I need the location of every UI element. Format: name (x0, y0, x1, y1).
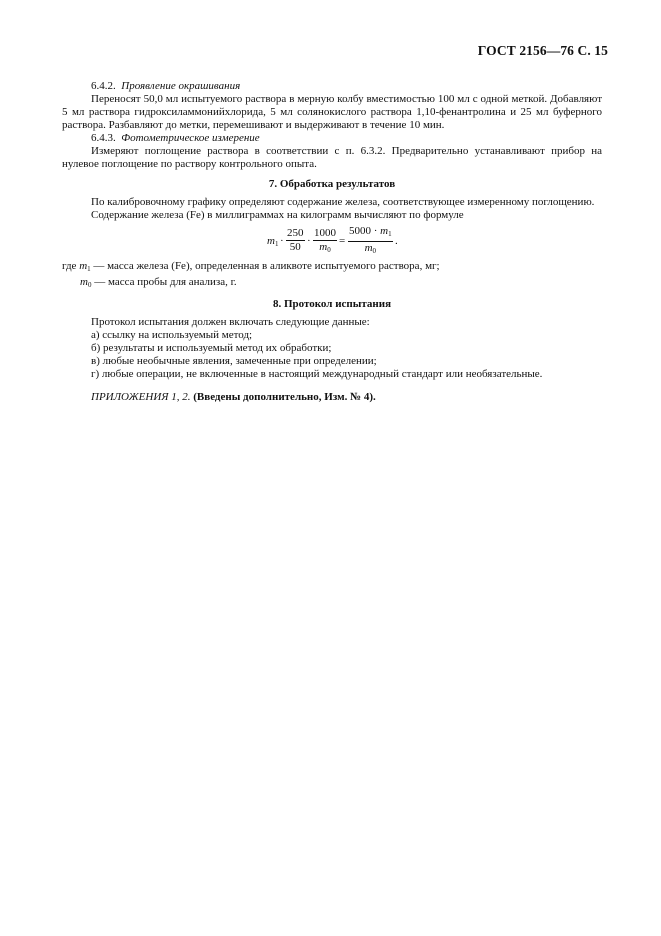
section-8-heading: 8. Протокол испытания (272, 298, 392, 310)
section-642-text: Переносят 50,0 мл испытуемого раствора в мерную колбу вместимостью 100 мл с одной меткой. Добавляют 5 мл раствора гидроксиламмонийхлорида, 5 мл солянокислого раствора 1,10-фенантролина и 25 мл буферного раствора. Разбавляют до метки, перемешивают и выдерживают в течение 10 мин. (62, 93, 602, 131)
list-item: а) ссылку на используемый метод; (91, 329, 253, 341)
section-643-number: 6.4.3. (91, 132, 116, 144)
appendix-note (62, 391, 602, 404)
section-8-intro: Протокол испытания должен включать следующие данные: (91, 316, 370, 328)
appendix-amendment: (Введены дополнительно, Изм. № 4). (193, 391, 376, 403)
formula-end-period: . (395, 235, 398, 247)
formula-fraction-result: $\frac{5000 \cdot m1}{m0}$ (349, 225, 392, 255)
formula-dot-2: · (307, 235, 311, 247)
section-642-title-line (62, 80, 602, 93)
list-item: в) любые необычные явления, замеченные при определении; (91, 355, 377, 367)
formula-where-m1: где m1 — масса железа (Fe), определенная в аликвоте испытуемого раствора, мг; (62, 260, 440, 273)
formula-fraction-250-50: $\frac{250}{50}$ (287, 227, 304, 253)
formula-where-m0: m0 — масса пробы для анализа, г. (80, 276, 237, 289)
section-642-title: Проявление окрашивания (121, 80, 241, 92)
section-7-paragraph-2: Содержание железа (Fe) в миллиграммах на килограмм вычисляют по формуле (91, 209, 464, 221)
page-header: ГОСТ 2156—76 С. 15 (477, 43, 608, 58)
formula-dot-1: · (280, 235, 284, 247)
section-7-paragraph-1: По калибровочному графику определяют содержание железа, соответствующее измеренному поглощению. (91, 196, 595, 208)
section-643-title-line (62, 132, 602, 145)
formula-fraction-1000-m0: $\frac{1000}{m0}$ (314, 227, 336, 254)
formula-m1: $m_1$ (267, 235, 279, 248)
list-item: б) результаты и используемый метод их обработки; (91, 342, 332, 354)
iron-content-formula (62, 225, 602, 259)
page-content (62, 80, 602, 404)
section-643-text: Измеряют поглощение раствора в соответствии с п. 6.3.2. Предварительно устанавливают прибор на нулевое поглощение по раствору контрольного опыта. (62, 145, 602, 170)
section-7-heading: 7. Обработка результатов (268, 178, 396, 190)
list-item: г) любые операции, не включенные в настоящий международный стандарт или необязательные. (91, 368, 543, 380)
section-642-number: 6.4.2. (91, 80, 116, 92)
formula-equals: = (339, 235, 346, 247)
section-643-title: Фотометрическое измерение (121, 132, 260, 144)
appendix-label: ПРИЛОЖЕНИЯ 1, 2. (91, 391, 191, 403)
